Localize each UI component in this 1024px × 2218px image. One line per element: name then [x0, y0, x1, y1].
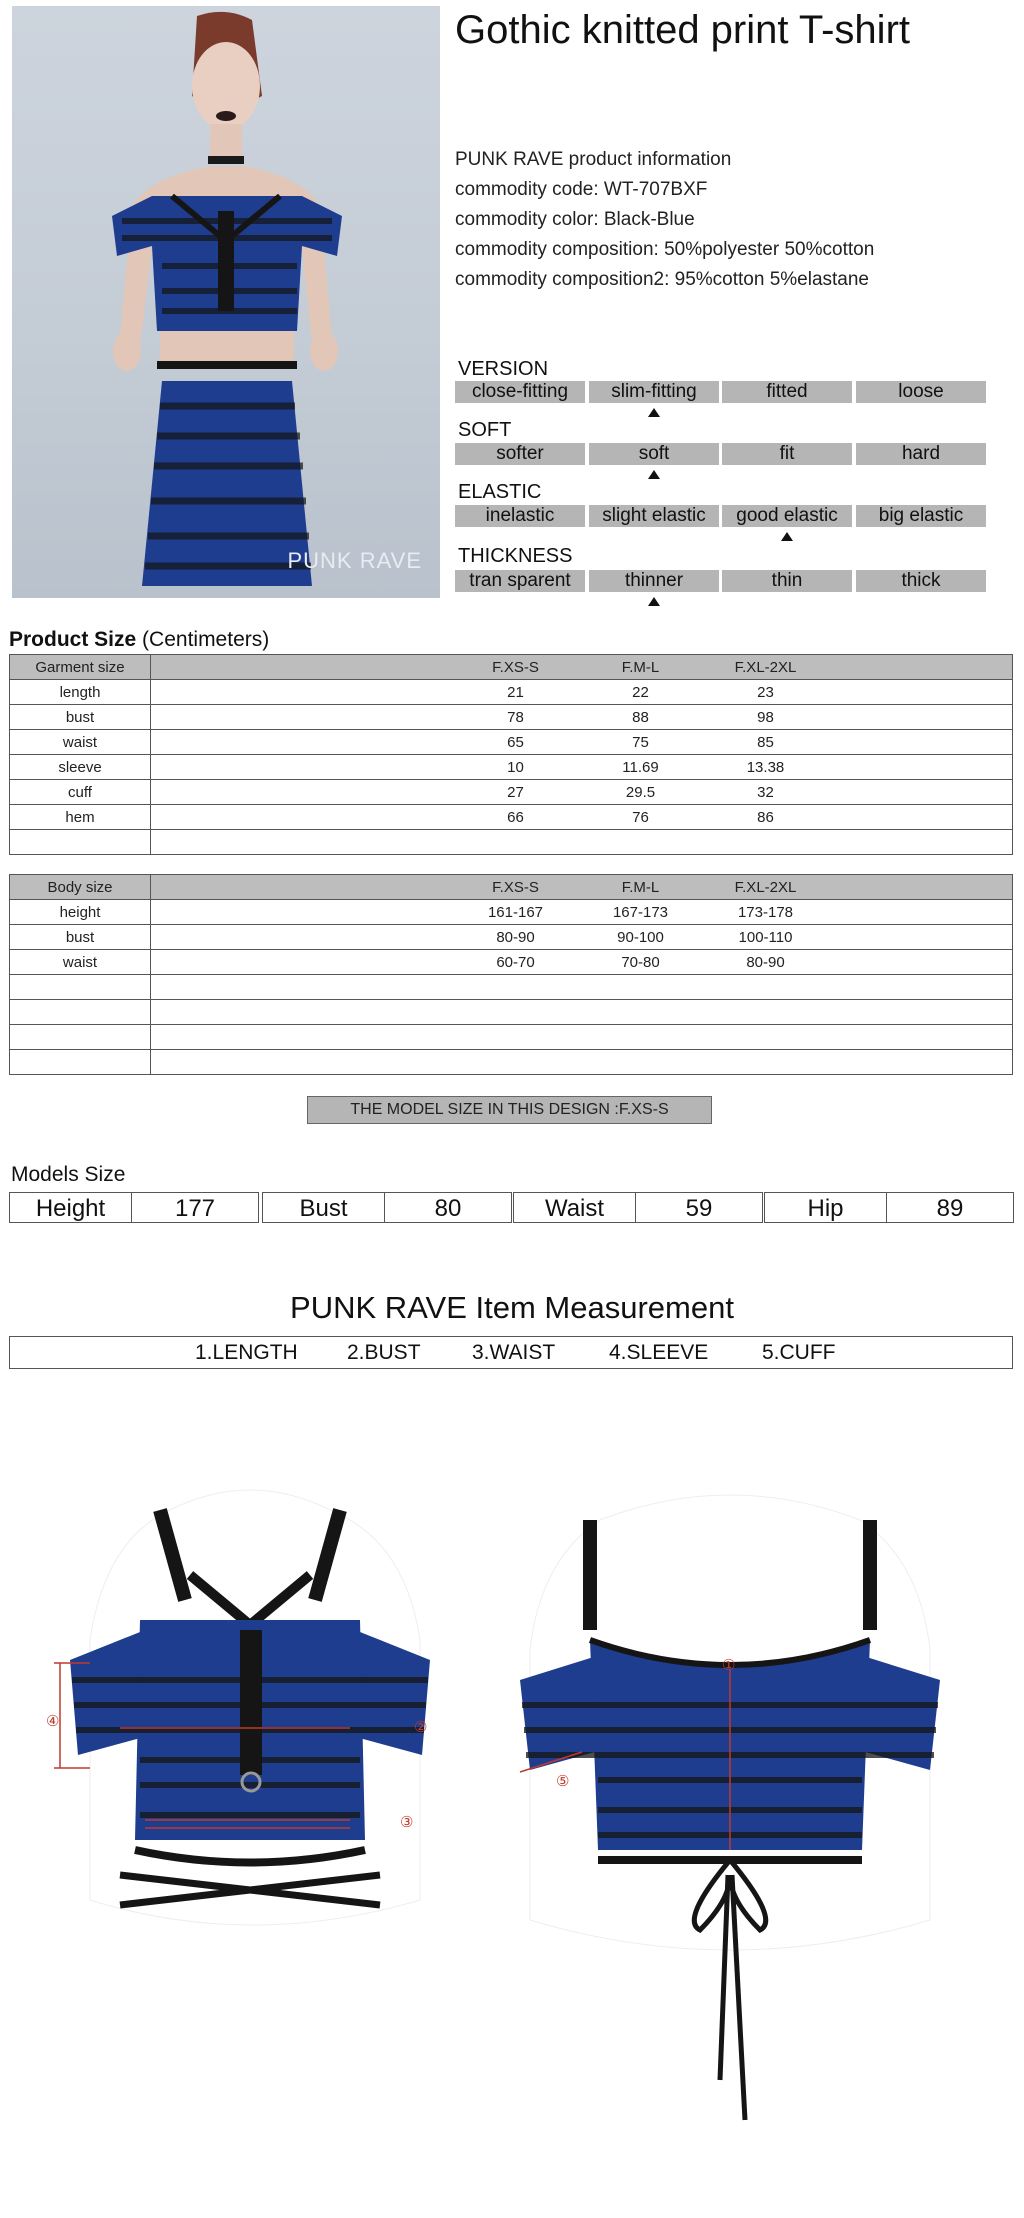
marker-5: ⑤: [556, 1773, 570, 1790]
size-value: 88: [632, 708, 649, 726]
size-column-header: F.XS-S: [492, 658, 539, 676]
measure-sleeve: 4.SLEEVE: [609, 1341, 709, 1364]
row-label: [10, 975, 151, 1000]
row-values: [151, 1000, 1013, 1025]
thickness-option: thin: [722, 570, 852, 592]
back-garment-drawing: [510, 1480, 950, 2140]
size-value: 75: [632, 733, 649, 751]
size-value: 98: [757, 708, 774, 726]
table-row: [10, 975, 1013, 1000]
table-row: [10, 925, 1013, 950]
version-option: slim-fitting: [589, 381, 719, 403]
marker-4: ④: [46, 1713, 60, 1730]
row-values: [151, 975, 1013, 1000]
row-values: [151, 925, 1013, 950]
size-column-header: F.M-L: [621, 878, 660, 896]
attr-thickness-label: THICKNESS: [458, 545, 573, 567]
size-value: 29.5: [625, 783, 656, 801]
soft-selected-marker: [648, 470, 660, 479]
measurement-title: PUNK RAVE Item Measurement: [290, 1290, 734, 1325]
watermark: PUNK RAVE: [287, 548, 422, 573]
table-row: [10, 730, 1013, 755]
size-value: 23: [757, 683, 774, 701]
attr-elastic-label: ELASTIC: [458, 481, 542, 503]
model-waist-value: 59: [635, 1192, 763, 1223]
thickness-selected-marker: [648, 597, 660, 606]
body-size-table: [9, 874, 1013, 1075]
elastic-selected-marker: [781, 532, 793, 541]
model-bust-label: Bust: [262, 1192, 385, 1223]
marker-2: ②: [414, 1719, 428, 1736]
front-garment-diagram: [46, 1480, 450, 2020]
size-column-header: F.XL-2XL: [734, 878, 797, 896]
info-code: commodity code: WT-707BXF: [455, 179, 708, 200]
table-row: [10, 780, 1013, 805]
size-value: 66: [507, 808, 524, 826]
table-row: [10, 755, 1013, 780]
size-value: 78: [507, 708, 524, 726]
row-values: [151, 730, 1013, 755]
product-size-title: [9, 628, 269, 652]
row-label: [10, 1050, 151, 1075]
table-row: [10, 830, 1013, 855]
model-hip-label: Hip: [764, 1192, 887, 1223]
size-value: 65: [507, 733, 524, 751]
row-label: Body size: [10, 875, 151, 900]
model-illustration: [12, 6, 440, 598]
size-value: 76: [632, 808, 649, 826]
soft-option: fit: [722, 443, 852, 465]
product-info: [455, 145, 874, 295]
thickness-option: thick: [856, 570, 986, 592]
size-value: 86: [757, 808, 774, 826]
marker-3: ③: [400, 1814, 414, 1831]
row-values: [151, 875, 1013, 900]
size-value: 10: [507, 758, 524, 776]
row-label: sleeve: [10, 755, 151, 780]
table-header-row: [10, 875, 1013, 900]
models-size-title: Models Size: [11, 1163, 126, 1186]
measurement-bar: [9, 1336, 1013, 1369]
size-column-header: F.XS-S: [492, 878, 539, 896]
row-label: bust: [10, 925, 151, 950]
elastic-option: slight elastic: [589, 505, 719, 527]
table-row: [10, 1000, 1013, 1025]
size-value: 167-173: [612, 903, 669, 921]
table-row: [10, 950, 1013, 975]
model-hip-value: 89: [886, 1192, 1014, 1223]
row-label: cuff: [10, 780, 151, 805]
row-label: Garment size: [10, 655, 151, 680]
row-values: [151, 680, 1013, 705]
version-option: loose: [856, 381, 986, 403]
row-label: length: [10, 680, 151, 705]
version-selected-marker: [648, 408, 660, 417]
soft-option: softer: [455, 443, 585, 465]
row-label: [10, 830, 151, 855]
size-value: 90-100: [617, 928, 664, 946]
model-bust-value: 80: [384, 1192, 512, 1223]
size-column-header: F.XL-2XL: [734, 658, 797, 676]
row-values: [151, 1050, 1013, 1075]
measure-bust: 2.BUST: [347, 1341, 421, 1364]
elastic-option: good elastic: [722, 505, 852, 527]
elastic-option: big elastic: [856, 505, 986, 527]
row-values: [151, 1025, 1013, 1050]
product-photo: [12, 6, 440, 598]
elastic-option: inelastic: [455, 505, 585, 527]
product-title: Gothic knitted print T-shirt: [455, 8, 910, 52]
measure-length: 1.LENGTH: [195, 1341, 298, 1364]
row-values: [151, 900, 1013, 925]
measure-cuff: 5.CUFF: [762, 1341, 836, 1364]
size-value: 22: [632, 683, 649, 701]
garment-size-table: [9, 654, 1013, 855]
row-values: [151, 950, 1013, 975]
size-column-header: F.M-L: [621, 658, 660, 676]
model-waist-label: Waist: [513, 1192, 636, 1223]
soft-option: hard: [856, 443, 986, 465]
row-label: hem: [10, 805, 151, 830]
size-value: 85: [757, 733, 774, 751]
table-row: [10, 900, 1013, 925]
row-label: [10, 1025, 151, 1050]
size-value: 21: [507, 683, 524, 701]
size-value: 161-167: [487, 903, 544, 921]
info-composition2: commodity composition2: 95%cotton 5%elastane: [455, 269, 870, 290]
thickness-option: tran sparent: [455, 570, 585, 592]
model-height-label: Height: [9, 1192, 132, 1223]
row-label: bust: [10, 705, 151, 730]
size-value: 80-90: [496, 928, 535, 946]
size-value: 27: [507, 783, 524, 801]
table-row: [10, 705, 1013, 730]
size-value: 13.38: [746, 758, 785, 776]
row-values: [151, 705, 1013, 730]
info-heading: PUNK RAVE product information: [455, 149, 732, 170]
row-values: [151, 655, 1013, 680]
row-values: [151, 755, 1013, 780]
row-values: [151, 805, 1013, 830]
size-value: 32: [757, 783, 774, 801]
model-height-value: 177: [131, 1192, 259, 1223]
row-label: height: [10, 900, 151, 925]
size-value: 80-90: [746, 953, 785, 971]
table-row: [10, 1050, 1013, 1075]
size-value: 70-80: [621, 953, 660, 971]
size-value: 173-178: [737, 903, 794, 921]
version-option: close-fitting: [455, 381, 585, 403]
table-row: [10, 805, 1013, 830]
attr-soft-label: SOFT: [458, 419, 512, 441]
model-size-note: THE MODEL SIZE IN THIS DESIGN :F.XS-S: [307, 1096, 712, 1124]
product-size-heading: Product Size: [9, 628, 137, 651]
table-row: [10, 680, 1013, 705]
product-size-unit: (Centimeters): [142, 628, 270, 651]
info-composition: commodity composition: 50%polyester 50%cotton: [455, 239, 875, 260]
version-option: fitted: [722, 381, 852, 403]
row-label: waist: [10, 950, 151, 975]
table-row: [10, 1025, 1013, 1050]
thickness-option: thinner: [589, 570, 719, 592]
marker-1: ①: [722, 1657, 736, 1674]
size-value: 100-110: [738, 928, 793, 946]
measure-waist: 3.WAIST: [472, 1341, 556, 1364]
back-garment-diagram: [510, 1480, 950, 2140]
front-garment-drawing: [50, 1480, 450, 2020]
size-value: 60-70: [496, 953, 535, 971]
row-label: [10, 1000, 151, 1025]
soft-option: soft: [589, 443, 719, 465]
row-values: [151, 830, 1013, 855]
table-header-row: [10, 655, 1013, 680]
size-value: 11.69: [622, 758, 659, 776]
row-label: waist: [10, 730, 151, 755]
info-color: commodity color: Black-Blue: [455, 209, 695, 230]
attr-version-label: VERSION: [458, 358, 549, 380]
row-values: [151, 780, 1013, 805]
